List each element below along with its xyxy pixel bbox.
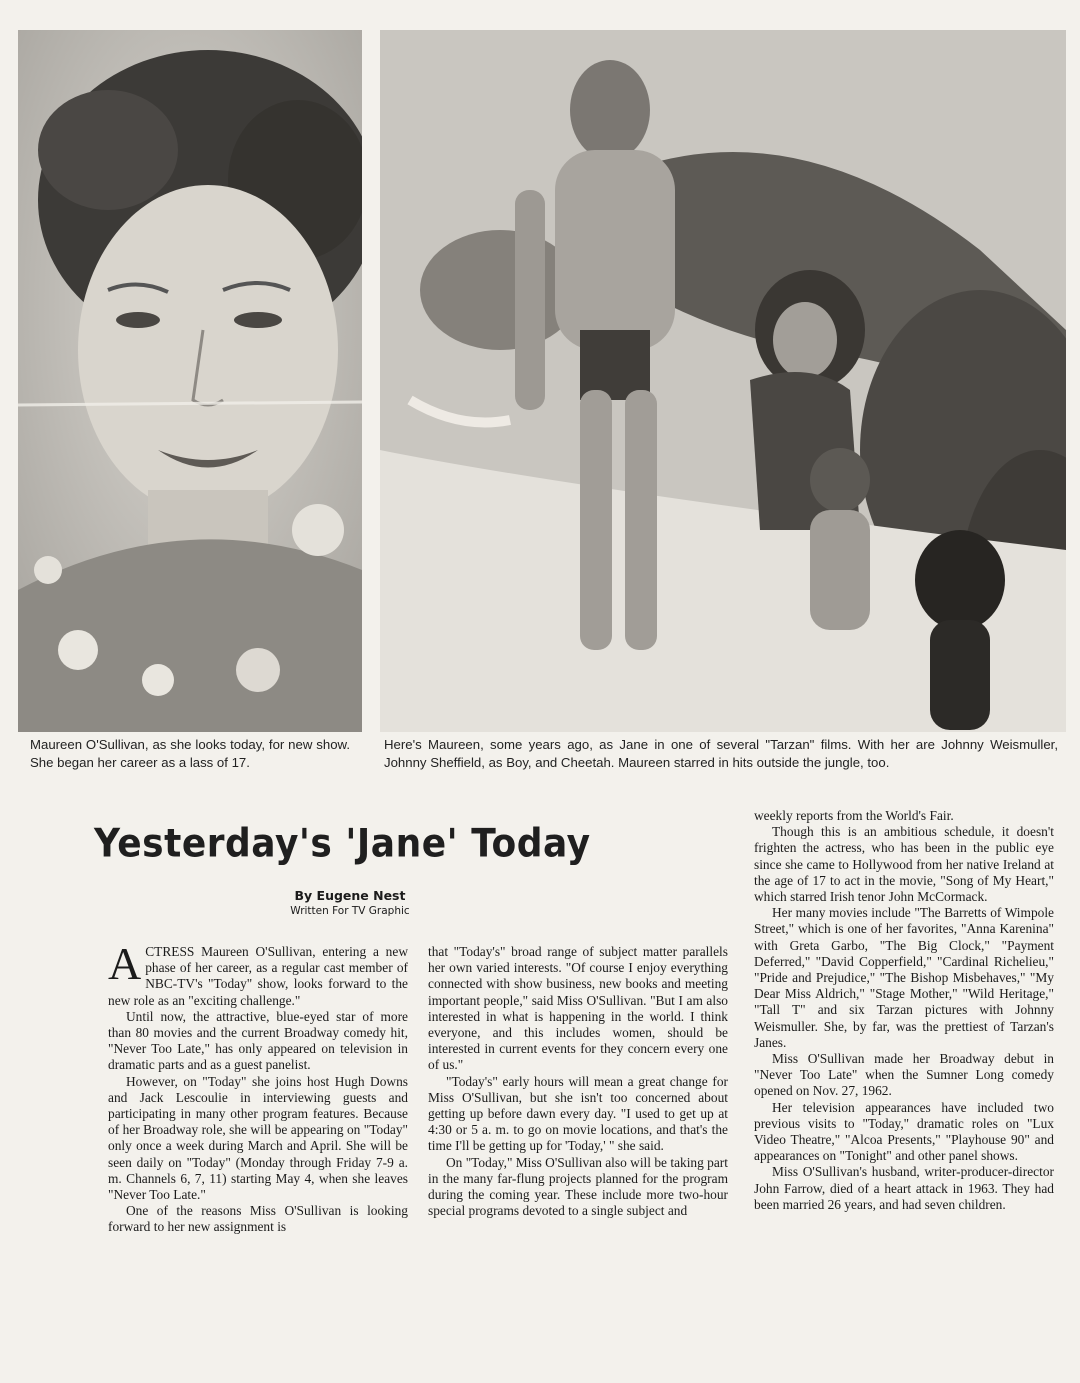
article-column-2: [428, 944, 728, 1219]
paragraph: Her television appearances have included two previous visits to "Today," dramatic roles on "Lux Video Theatre," "Alcoa Presents," "Playhouse 90" and appearances on "Tonight" and other panel shows.: [754, 1099, 1054, 1164]
byline-block: [150, 888, 550, 917]
paragraph: that "Today's" broad range of subject matter parallels her own varied interests. "Of course I enjoy everything connected with show business, new books and meeting important people," said Miss O'Sullivan. "But I am also interested in what is happening in the world. I think everyone, and this includes women, should be interested in current events for they concern every one of us.": [428, 944, 728, 1073]
paragraph-text: CTRESS Maureen O'Sullivan, entering a new phase of her career, as a regular cast member of NBC-TV's "Today" show, looks forward to the new role as an "exciting challenge.": [108, 944, 408, 1008]
caption-left: Maureen O'Sullivan, as she looks today, for new show. She began her career as a lass of 17.: [30, 737, 350, 770]
portrait-photo-icon: [18, 30, 362, 732]
paragraph: Miss O'Sullivan's husband, writer-producer-director John Farrow, died of a heart attack in 1963. They had been married 26 years, and had seven children.: [754, 1164, 1054, 1212]
paragraph: On "Today," Miss O'Sullivan also will be taking part in the many far-flung projects planned for the program during the coming year. These include more two-hour special programs devoted to a single subject and: [428, 1154, 728, 1219]
paragraph: Until now, the attractive, blue-eyed star of more than 80 movies and the current Broadway comedy hit, "Never Too Late," has only appeared on television in dramatic parts and as a guest panelist.: [108, 1008, 408, 1073]
paragraph: Her many movies include "The Barretts of Wimpole Street," which is one of her favorites, "Anna Karenina" with Greta Garbo, "The Big Clock," "Payment Deferred," "David Copperfield," "Cardinal Richelieu," "Pride and Prejudice," "The Bishop Misbehaves," "My Dear Miss Aldrich," "Stage Mother," "Wild Heritage," "Tall T" and six Tarzan pictures with Johnny Weismuller. She, by far, was the prettiest of Tarzan's Janes.: [754, 905, 1054, 1050]
paragraph: Though this is an ambitious schedule, it doesn't frighten the actress, who has been in the public eye since she came to Hollywood from her native Ireland at the age of 17 to act in the movie, "Song of My Heart," which starred Irish tenor John McCormack.: [754, 824, 1054, 905]
paragraph: weekly reports from the World's Fair.: [754, 808, 954, 823]
paragraph: One of the reasons Miss O'Sullivan is looking forward to her new assignment is: [108, 1203, 408, 1235]
paragraph: Miss O'Sullivan made her Broadway debut in "Never Too Late" when the Sumner Long comedy opened on Nov. 27, 1962.: [754, 1051, 1054, 1099]
byline-credit: Written For TV Graphic: [290, 905, 410, 917]
jungle-scene-photo: [380, 30, 1066, 732]
paragraph: "Today's" early hours will mean a great change for Miss O'Sullivan, but she isn't too concerned about getting up before dawn every day. "I used to get up at 4:30 or 5 a. m. to go on movie locations, and that's the time I'll be getting up for 'Today,' " she said.: [428, 1073, 728, 1154]
byline: By Eugene Nest: [294, 888, 406, 903]
caption-right: Here's Maureen, some years ago, as Jane in one of several "Tarzan" films. With her are Johnny Weismuller, Johnny Sheffield, as Boy, and Cheetah. Maureen starred in hits outside the jungle, too.: [384, 737, 1058, 770]
dropcap: A: [108, 938, 142, 989]
article-column-1: [108, 938, 408, 1236]
paragraph: However, on "Today" she joins host Hugh Downs and Jack Lescoulie in interviewing guests and participating in many other program features. Because of her Broadway role, she will be appearing on "Today" only once a week during March and April. She will be seen daily on "Today" (Monday through Friday 7-9 a. m. Channels 6, 7, 11) starting May 4, when she leaves "Never Too Late.": [108, 1073, 408, 1203]
paragraph: [108, 938, 408, 1009]
article-column-3: [754, 808, 1054, 1213]
jungle-scene-photo-icon: [380, 30, 1066, 732]
portrait-photo: [18, 30, 362, 732]
headline: Yesterday's 'Jane' Today: [94, 822, 591, 867]
